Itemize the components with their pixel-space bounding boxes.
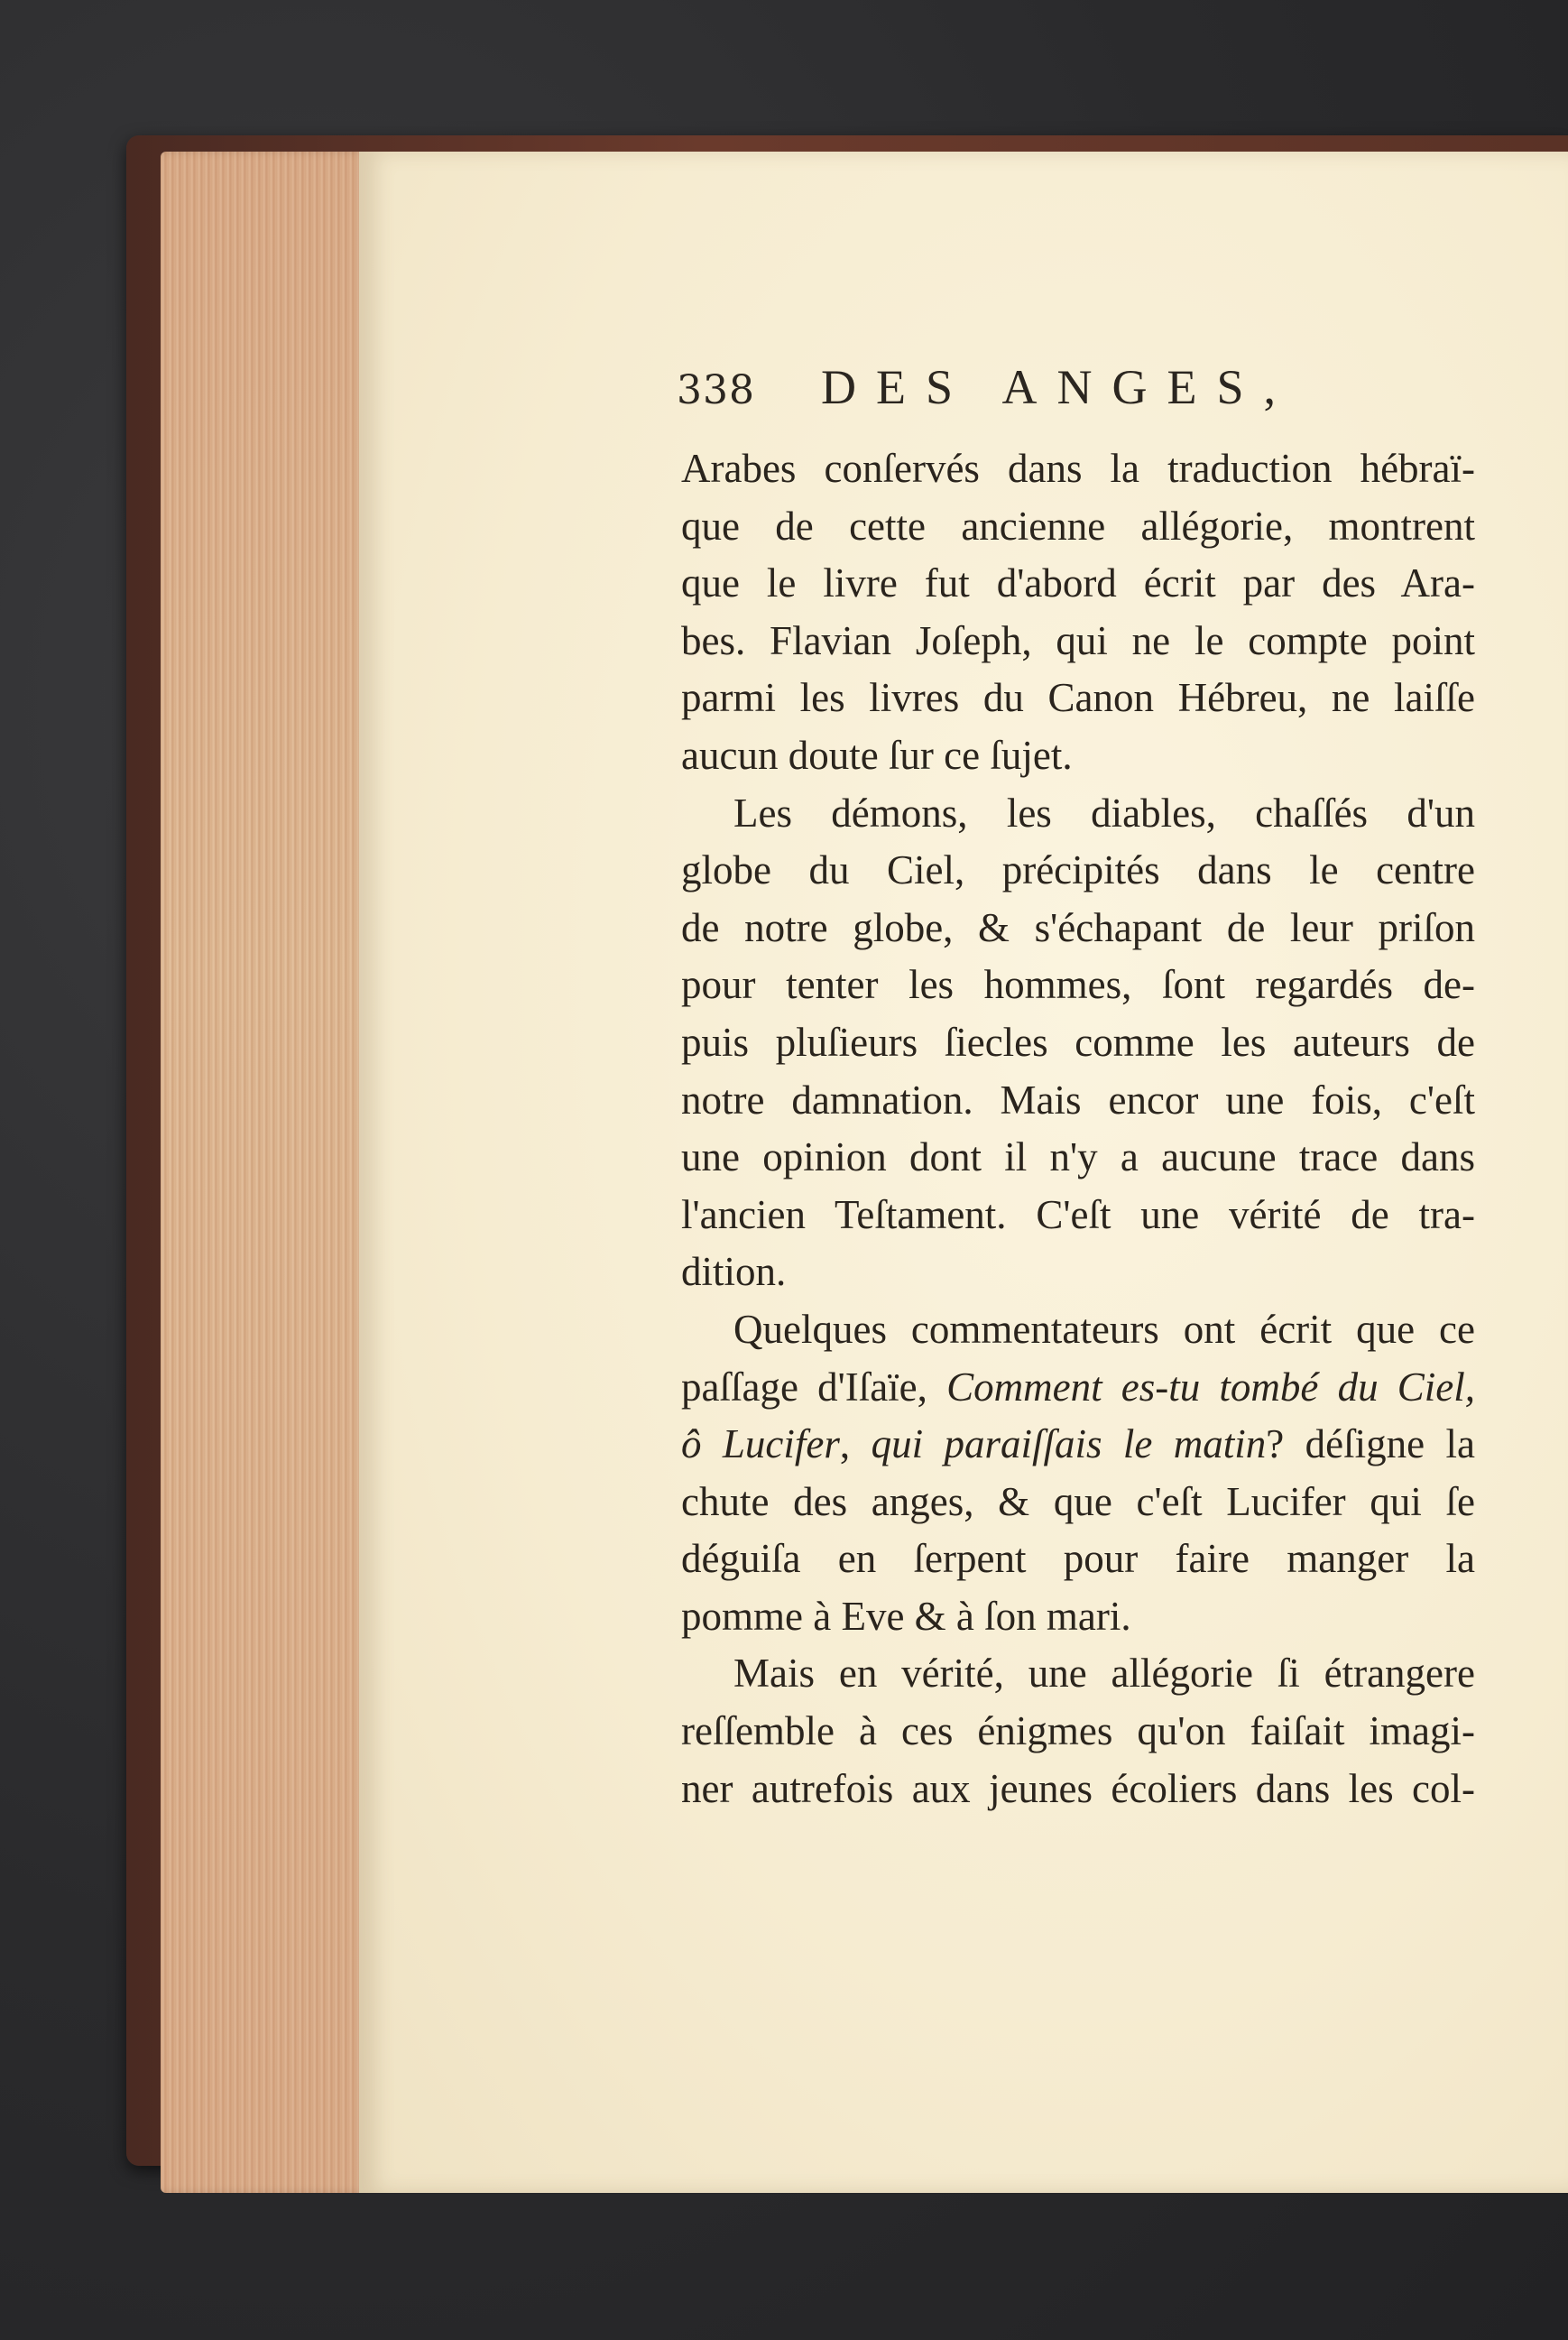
page-fore-edge (161, 152, 368, 2193)
text-line: chute des anges, & que c'eſt Lucifer qui ſe (681, 1478, 1475, 1524)
text-line: une opinion dont il n'y a aucune trace dans (681, 1134, 1475, 1180)
text-span: paſſage d'Iſaïe, (681, 1364, 947, 1410)
text-line: Les démons, les diables, chaſſés d'un (733, 790, 1475, 836)
text-line: ner autrefois aux jeunes écoliers dans les col- (681, 1765, 1475, 1811)
italic-quote: ô Lucifer (681, 1421, 840, 1467)
running-head: DES ANGES, (821, 360, 1296, 414)
text-line: puis pluſieurs ſiecles comme les auteurs de (681, 1019, 1475, 1065)
text-line: reſſemble à ces énigmes qu'on faiſait imagi- (681, 1708, 1475, 1754)
text-span: , (839, 1421, 872, 1467)
text-line: Arabes conſervés dans la traduction hébraï- (681, 446, 1475, 491)
text-line: globe du Ciel, précipités dans le centre (681, 847, 1475, 893)
page-number: 338 (677, 367, 755, 413)
text-line: dition. (681, 1249, 787, 1295)
text-line: l'ancien Teſtament. C'eſt une vérité de tra- (681, 1191, 1475, 1237)
text-line: de notre globe, & s'échapant de leur priſon (681, 904, 1475, 950)
text-line: parmi les livres du Canon Hébreu, ne laiſſe (681, 675, 1475, 721)
text-line: Quelques commentateurs ont écrit que ce (733, 1306, 1475, 1352)
text-line-mixed (681, 1359, 1475, 1417)
text-line: notre damnation. Mais encor une fois, c'eſt (681, 1077, 1475, 1123)
page-header (677, 359, 1489, 422)
text-line: pomme à Eve & à ſon mari. (681, 1593, 1131, 1639)
text-line: déguiſa en ſerpent pour faire manger la (681, 1536, 1475, 1582)
text-line: que le livre fut d'abord écrit par des Ara- (681, 560, 1475, 606)
text-span: ? déſigne la (1266, 1421, 1476, 1467)
italic-quote: Comment es-tu tombé du Ciel, (946, 1364, 1475, 1410)
body-text (681, 440, 1475, 1817)
text-line: pour tenter les hommes, ſont regardés de- (681, 962, 1475, 1008)
text-line: Mais en vérité, une allégorie ſi étrangere (733, 1651, 1475, 1697)
italic-quote: qui paraiſſais le matin (871, 1421, 1267, 1467)
text-line: aucun doute ſur ce ſujet. (681, 732, 1073, 778)
text-line: bes. Flavian Joſeph, qui ne le compte point (681, 617, 1475, 663)
text-line-mixed (681, 1416, 1475, 1474)
text-line: que de cette ancienne allégorie, montrent (681, 503, 1475, 549)
